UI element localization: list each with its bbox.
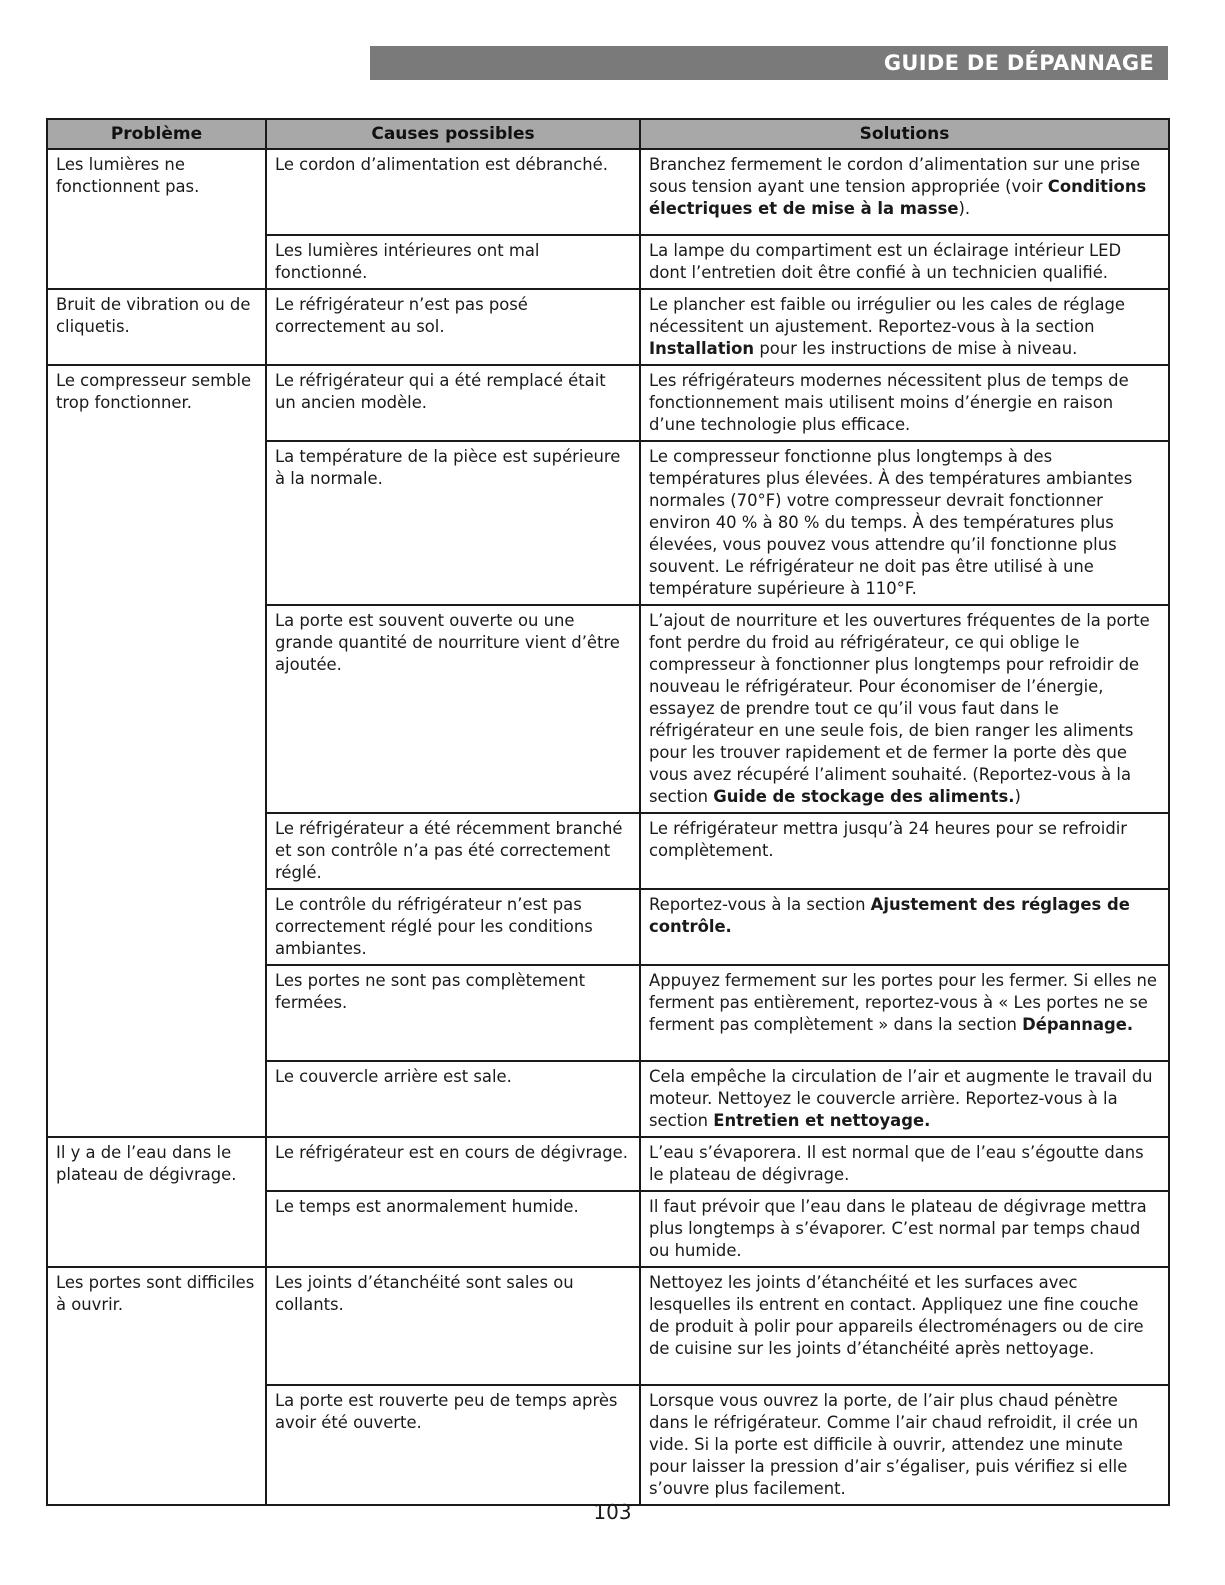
problem-cell: Les lumières ne fonctionnent pas. <box>47 149 266 289</box>
column-header-problem: Problème <box>47 119 266 149</box>
solution-cell: L’ajout de nourriture et les ouvertures fréquentes de la porte font perdre du froid au réfrigérateur, ce qui oblige le compresseur à fonctionner plus longtemps pour refroidir de nouveau le réfrigérateur. Pour économiser de l’énergie, essayez de prendre tout ce qu’il vous faut dans le réfrigérateur en une seule fois, de bien ranger les aliments pour les trouver rapidement et de fermer la porte dès que vous avez récupéré l’aliment souhaité. (Reportez-vous à la section Guide de stockage des aliments.) <box>640 605 1169 813</box>
column-header-solutions: Solutions <box>640 119 1169 149</box>
cause-cell: Le cordon d’alimentation est débranché. <box>266 149 640 235</box>
solution-cell: Lorsque vous ouvrez la porte, de l’air plus chaud pénètre dans le réfrigérateur. Comme l’air chaud refroidit, il crée un vide. Si la porte est difficile à ouvrir, attendez une minute pour laisser la pression d’air s’égaliser, puis vérifiez si elle s’ouvre plus facilement. <box>640 1385 1169 1505</box>
table-header-row <box>47 119 1169 149</box>
table-row <box>47 149 1169 235</box>
cause-cell: Le couvercle arrière est sale. <box>266 1061 640 1137</box>
solution-cell: L’eau s’évaporera. Il est normal que de l’eau s’égoutte dans le plateau de dégivrage. <box>640 1137 1169 1191</box>
cause-cell: Les portes ne sont pas complètement fermées. <box>266 965 640 1061</box>
solution-cell: Reportez-vous à la section Ajustement des réglages de contrôle. <box>640 889 1169 965</box>
cause-cell: La température de la pièce est supérieure à la normale. <box>266 441 640 605</box>
solution-cell: Le plancher est faible ou irrégulier ou les cales de réglage nécessitent un ajustement. Reportez-vous à la section Installation pour les instructions de mise à niveau. <box>640 289 1169 365</box>
cause-cell: Le réfrigérateur a été récemment branché et son contrôle n’a pas été correctement réglé. <box>266 813 640 889</box>
solution-cell: Le compresseur fonctionne plus longtemps à des températures plus élevées. À des températures ambiantes normales (70°F) votre compresseur devrait fonctionner environ 40 % à 80 % du temps. À des températures plus élevées, vous pouvez vous attendre qu’il fonctionne plus souvent. Le réfrigérateur ne doit pas être utilisé à une température supérieure à 110°F. <box>640 441 1169 605</box>
solution-cell: Nettoyez les joints d’étanchéité et les surfaces avec lesquelles ils entrent en contact. Appliquez une fine couche de produit à polir pour appareils électroménagers ou de cire de cuisine sur les joints d’étanchéité après nettoyage. <box>640 1267 1169 1385</box>
cause-cell: Le réfrigérateur n’est pas posé correctement au sol. <box>266 289 640 365</box>
cause-cell: Le temps est anormalement humide. <box>266 1191 640 1267</box>
cause-cell: La porte est rouverte peu de temps après avoir été ouverte. <box>266 1385 640 1505</box>
cause-cell: Le contrôle du réfrigérateur n’est pas correctement réglé pour les conditions ambiantes. <box>266 889 640 965</box>
solution-cell: Il faut prévoir que l’eau dans le plateau de dégivrage mettra plus longtemps à s’évaporer. C’est normal par temps chaud ou humide. <box>640 1191 1169 1267</box>
cause-cell: Le réfrigérateur est en cours de dégivrage. <box>266 1137 640 1191</box>
page-number: 103 <box>593 1500 632 1524</box>
solution-cell: Cela empêche la circulation de l’air et augmente le travail du moteur. Nettoyez le couvercle arrière. Reportez-vous à la section Entretien et nettoyage. <box>640 1061 1169 1137</box>
cause-cell: Les lumières intérieures ont mal fonctionné. <box>266 235 640 289</box>
problem-cell: Les portes sont difficiles à ouvrir. <box>47 1267 266 1505</box>
cause-cell: La porte est souvent ouverte ou une grande quantité de nourriture vient d’être ajoutée. <box>266 605 640 813</box>
solution-cell: Les réfrigérateurs modernes nécessitent plus de temps de fonctionnement mais utilisent moins d’énergie en raison d’une technologie plus efficace. <box>640 365 1169 441</box>
solution-cell: Le réfrigérateur mettra jusqu’à 24 heures pour se refroidir complètement. <box>640 813 1169 889</box>
section-title-banner: GUIDE DE DÉPANNAGE <box>370 46 1168 80</box>
solution-cell: Appuyez fermement sur les portes pour les fermer. Si elles ne ferment pas entièrement, reportez-vous à « Les portes ne se ferment pas complètement » dans la section Dépannage. <box>640 965 1169 1061</box>
column-header-causes: Causes possibles <box>266 119 640 149</box>
problem-cell: Bruit de vibration ou de cliquetis. <box>47 289 266 365</box>
cause-cell: Les joints d’étanchéité sont sales ou collants. <box>266 1267 640 1385</box>
table-row <box>47 1137 1169 1191</box>
table-row <box>47 1267 1169 1385</box>
cause-cell: Le réfrigérateur qui a été remplacé était un ancien modèle. <box>266 365 640 441</box>
problem-cell: Le compresseur semble trop fonctionner. <box>47 365 266 1137</box>
table-row <box>47 365 1169 441</box>
solution-cell: Branchez fermement le cordon d’alimentation sur une prise sous tension ayant une tension appropriée (voir Conditions électriques et de mise à la masse). <box>640 149 1169 235</box>
problem-cell: Il y a de l’eau dans le plateau de dégivrage. <box>47 1137 266 1267</box>
troubleshooting-table <box>46 118 1170 1506</box>
table-row <box>47 289 1169 365</box>
solution-cell: La lampe du compartiment est un éclairage intérieur LED dont l’entretien doit être confié à un technicien qualifié. <box>640 235 1169 289</box>
